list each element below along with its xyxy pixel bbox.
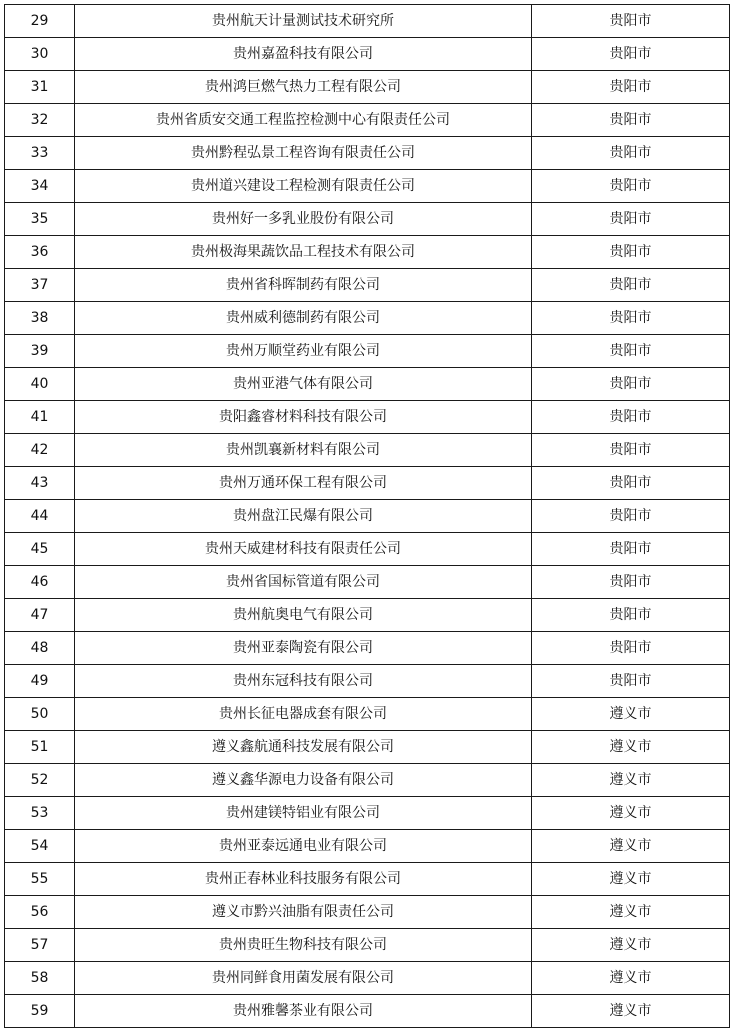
city-cell: 贵阳市 <box>532 467 730 500</box>
company-name-cell: 贵州正春林业科技服务有限公司 <box>75 863 532 896</box>
row-number-cell: 55 <box>5 863 75 896</box>
company-name-cell: 贵州极海果蔬饮品工程技术有限公司 <box>75 236 532 269</box>
city-cell: 贵阳市 <box>532 665 730 698</box>
row-number-cell: 53 <box>5 797 75 830</box>
company-name-cell: 遵义鑫华源电力设备有限公司 <box>75 764 532 797</box>
table-row <box>5 236 730 269</box>
company-name-cell: 贵州嘉盈科技有限公司 <box>75 38 532 71</box>
row-number-cell: 58 <box>5 962 75 995</box>
row-number-cell: 40 <box>5 368 75 401</box>
company-name-cell: 贵州航天计量测试技术研究所 <box>75 5 532 38</box>
table-row <box>5 731 730 764</box>
row-number-cell: 51 <box>5 731 75 764</box>
row-number-cell: 48 <box>5 632 75 665</box>
city-cell: 贵阳市 <box>532 170 730 203</box>
company-name-cell: 贵州省科晖制药有限公司 <box>75 269 532 302</box>
table-row <box>5 467 730 500</box>
table-row <box>5 995 730 1028</box>
row-number-cell: 34 <box>5 170 75 203</box>
company-name-cell: 贵州好一多乳业股份有限公司 <box>75 203 532 236</box>
table-row <box>5 665 730 698</box>
city-cell: 遵义市 <box>532 698 730 731</box>
city-cell: 遵义市 <box>532 896 730 929</box>
row-number-cell: 50 <box>5 698 75 731</box>
company-name-cell: 贵州黔程弘景工程咨询有限责任公司 <box>75 137 532 170</box>
city-cell: 贵阳市 <box>532 5 730 38</box>
city-cell: 贵阳市 <box>532 401 730 434</box>
city-cell: 遵义市 <box>532 764 730 797</box>
company-name-cell: 贵州亚泰远通电业有限公司 <box>75 830 532 863</box>
row-number-cell: 47 <box>5 599 75 632</box>
company-name-cell: 贵州省质安交通工程监控检测中心有限责任公司 <box>75 104 532 137</box>
table-row <box>5 533 730 566</box>
row-number-cell: 39 <box>5 335 75 368</box>
row-number-cell: 32 <box>5 104 75 137</box>
row-number-cell: 29 <box>5 5 75 38</box>
table-row <box>5 5 730 38</box>
city-cell: 遵义市 <box>532 929 730 962</box>
city-cell: 贵阳市 <box>532 38 730 71</box>
row-number-cell: 54 <box>5 830 75 863</box>
company-name-cell: 贵州天威建材科技有限责任公司 <box>75 533 532 566</box>
city-cell: 贵阳市 <box>532 599 730 632</box>
company-name-cell: 遵义市黔兴油脂有限责任公司 <box>75 896 532 929</box>
table-row <box>5 335 730 368</box>
city-cell: 遵义市 <box>532 863 730 896</box>
row-number-cell: 35 <box>5 203 75 236</box>
table-row <box>5 929 730 962</box>
row-number-cell: 33 <box>5 137 75 170</box>
company-name-cell: 贵州盘江民爆有限公司 <box>75 500 532 533</box>
city-cell: 贵阳市 <box>532 500 730 533</box>
company-name-cell: 贵州凯襄新材料有限公司 <box>75 434 532 467</box>
table-row <box>5 764 730 797</box>
table-row <box>5 434 730 467</box>
table-row <box>5 203 730 236</box>
row-number-cell: 42 <box>5 434 75 467</box>
city-cell: 贵阳市 <box>532 434 730 467</box>
city-cell: 贵阳市 <box>532 368 730 401</box>
table-row <box>5 797 730 830</box>
table-row <box>5 170 730 203</box>
row-number-cell: 46 <box>5 566 75 599</box>
table-row <box>5 632 730 665</box>
city-cell: 遵义市 <box>532 830 730 863</box>
company-name-cell: 遵义鑫航通科技发展有限公司 <box>75 731 532 764</box>
document-page <box>4 4 729 1028</box>
table-row <box>5 368 730 401</box>
row-number-cell: 30 <box>5 38 75 71</box>
row-number-cell: 44 <box>5 500 75 533</box>
city-cell: 遵义市 <box>532 995 730 1028</box>
city-cell: 贵阳市 <box>532 269 730 302</box>
table-row <box>5 830 730 863</box>
city-cell: 贵阳市 <box>532 203 730 236</box>
company-name-cell: 贵州同鲜食用菌发展有限公司 <box>75 962 532 995</box>
city-cell: 遵义市 <box>532 731 730 764</box>
company-table <box>4 4 730 1028</box>
table-row <box>5 566 730 599</box>
table-row <box>5 401 730 434</box>
row-number-cell: 37 <box>5 269 75 302</box>
city-cell: 贵阳市 <box>532 566 730 599</box>
table-row <box>5 71 730 104</box>
table-body <box>5 5 730 1028</box>
city-cell: 遵义市 <box>532 797 730 830</box>
company-name-cell: 贵州省国标管道有限公司 <box>75 566 532 599</box>
company-name-cell: 贵州鸿巨燃气热力工程有限公司 <box>75 71 532 104</box>
city-cell: 贵阳市 <box>532 71 730 104</box>
row-number-cell: 45 <box>5 533 75 566</box>
company-name-cell: 贵州东冠科技有限公司 <box>75 665 532 698</box>
company-name-cell: 贵州长征电器成套有限公司 <box>75 698 532 731</box>
city-cell: 贵阳市 <box>532 236 730 269</box>
company-name-cell: 贵州建镁特铝业有限公司 <box>75 797 532 830</box>
company-name-cell: 贵州万顺堂药业有限公司 <box>75 335 532 368</box>
table-row <box>5 896 730 929</box>
table-row <box>5 863 730 896</box>
row-number-cell: 57 <box>5 929 75 962</box>
table-row <box>5 38 730 71</box>
city-cell: 贵阳市 <box>532 302 730 335</box>
table-row <box>5 104 730 137</box>
company-name-cell: 贵州贵旺生物科技有限公司 <box>75 929 532 962</box>
company-name-cell: 贵州道兴建设工程检测有限责任公司 <box>75 170 532 203</box>
row-number-cell: 41 <box>5 401 75 434</box>
company-name-cell: 贵州亚泰陶瓷有限公司 <box>75 632 532 665</box>
table-row <box>5 500 730 533</box>
company-name-cell: 贵州航奥电气有限公司 <box>75 599 532 632</box>
table-row <box>5 302 730 335</box>
row-number-cell: 49 <box>5 665 75 698</box>
table-row <box>5 698 730 731</box>
table-row <box>5 962 730 995</box>
city-cell: 贵阳市 <box>532 533 730 566</box>
row-number-cell: 59 <box>5 995 75 1028</box>
row-number-cell: 56 <box>5 896 75 929</box>
city-cell: 贵阳市 <box>532 335 730 368</box>
company-name-cell: 贵州雅馨茶业有限公司 <box>75 995 532 1028</box>
table-row <box>5 269 730 302</box>
table-row <box>5 137 730 170</box>
city-cell: 遵义市 <box>532 962 730 995</box>
city-cell: 贵阳市 <box>532 104 730 137</box>
row-number-cell: 52 <box>5 764 75 797</box>
city-cell: 贵阳市 <box>532 137 730 170</box>
row-number-cell: 31 <box>5 71 75 104</box>
row-number-cell: 43 <box>5 467 75 500</box>
row-number-cell: 36 <box>5 236 75 269</box>
company-name-cell: 贵阳鑫睿材料科技有限公司 <box>75 401 532 434</box>
company-name-cell: 贵州万通环保工程有限公司 <box>75 467 532 500</box>
company-name-cell: 贵州亚港气体有限公司 <box>75 368 532 401</box>
row-number-cell: 38 <box>5 302 75 335</box>
company-name-cell: 贵州威利德制药有限公司 <box>75 302 532 335</box>
table-row <box>5 599 730 632</box>
city-cell: 贵阳市 <box>532 632 730 665</box>
